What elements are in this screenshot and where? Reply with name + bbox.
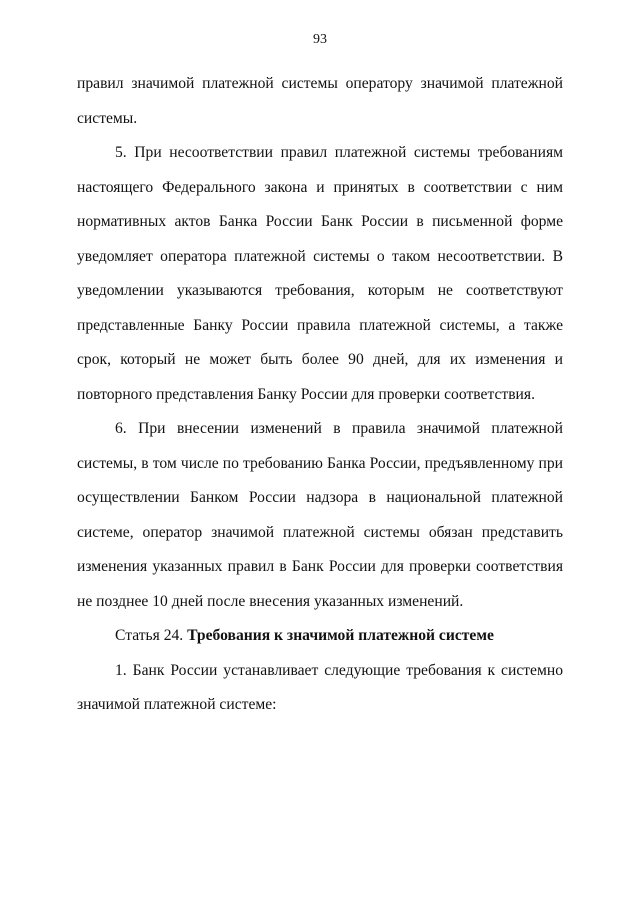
page-number: 93 (313, 32, 327, 47)
article-heading (77, 619, 563, 654)
document-body (77, 67, 563, 723)
paragraph-5: 5. При несоответствии правил платежной системы требованиям настоящего Федерального закона и принятых в соответствии с ним нормативных актов Банка России Банк России в письменной форме уведомляет оператора платежной системы о таком несоответствии. В уведомлении указываются требования, которым не соответствуют представленные Банку России правила платежной системы, а также срок, который не может быть более 90 дней, для их изменения и повторного представления Банку России для проверки соответствия. (77, 144, 563, 403)
article-title: Требования к значимой платежной системе (187, 627, 494, 644)
paragraph-6: 6. При внесении изменений в правила значимой платежной системы, в том числе по требованию Банка России, предъявленному при осуществлении Банком России надзора в национальной платежной системе, оператор значимой платежной системы обязан представить изменения указанных правил в Банк России для проверки соответствия не позднее 10 дней после внесения указанных изменений. (77, 420, 563, 610)
article-paragraph-1: 1. Банк России устанавливает следующие требования к системно значимой платежной системе: (77, 661, 563, 713)
paragraph-continuation: правил значимой платежной системы оператору значимой платежной системы. (77, 75, 563, 127)
article-label: Статья 24. (115, 627, 184, 644)
